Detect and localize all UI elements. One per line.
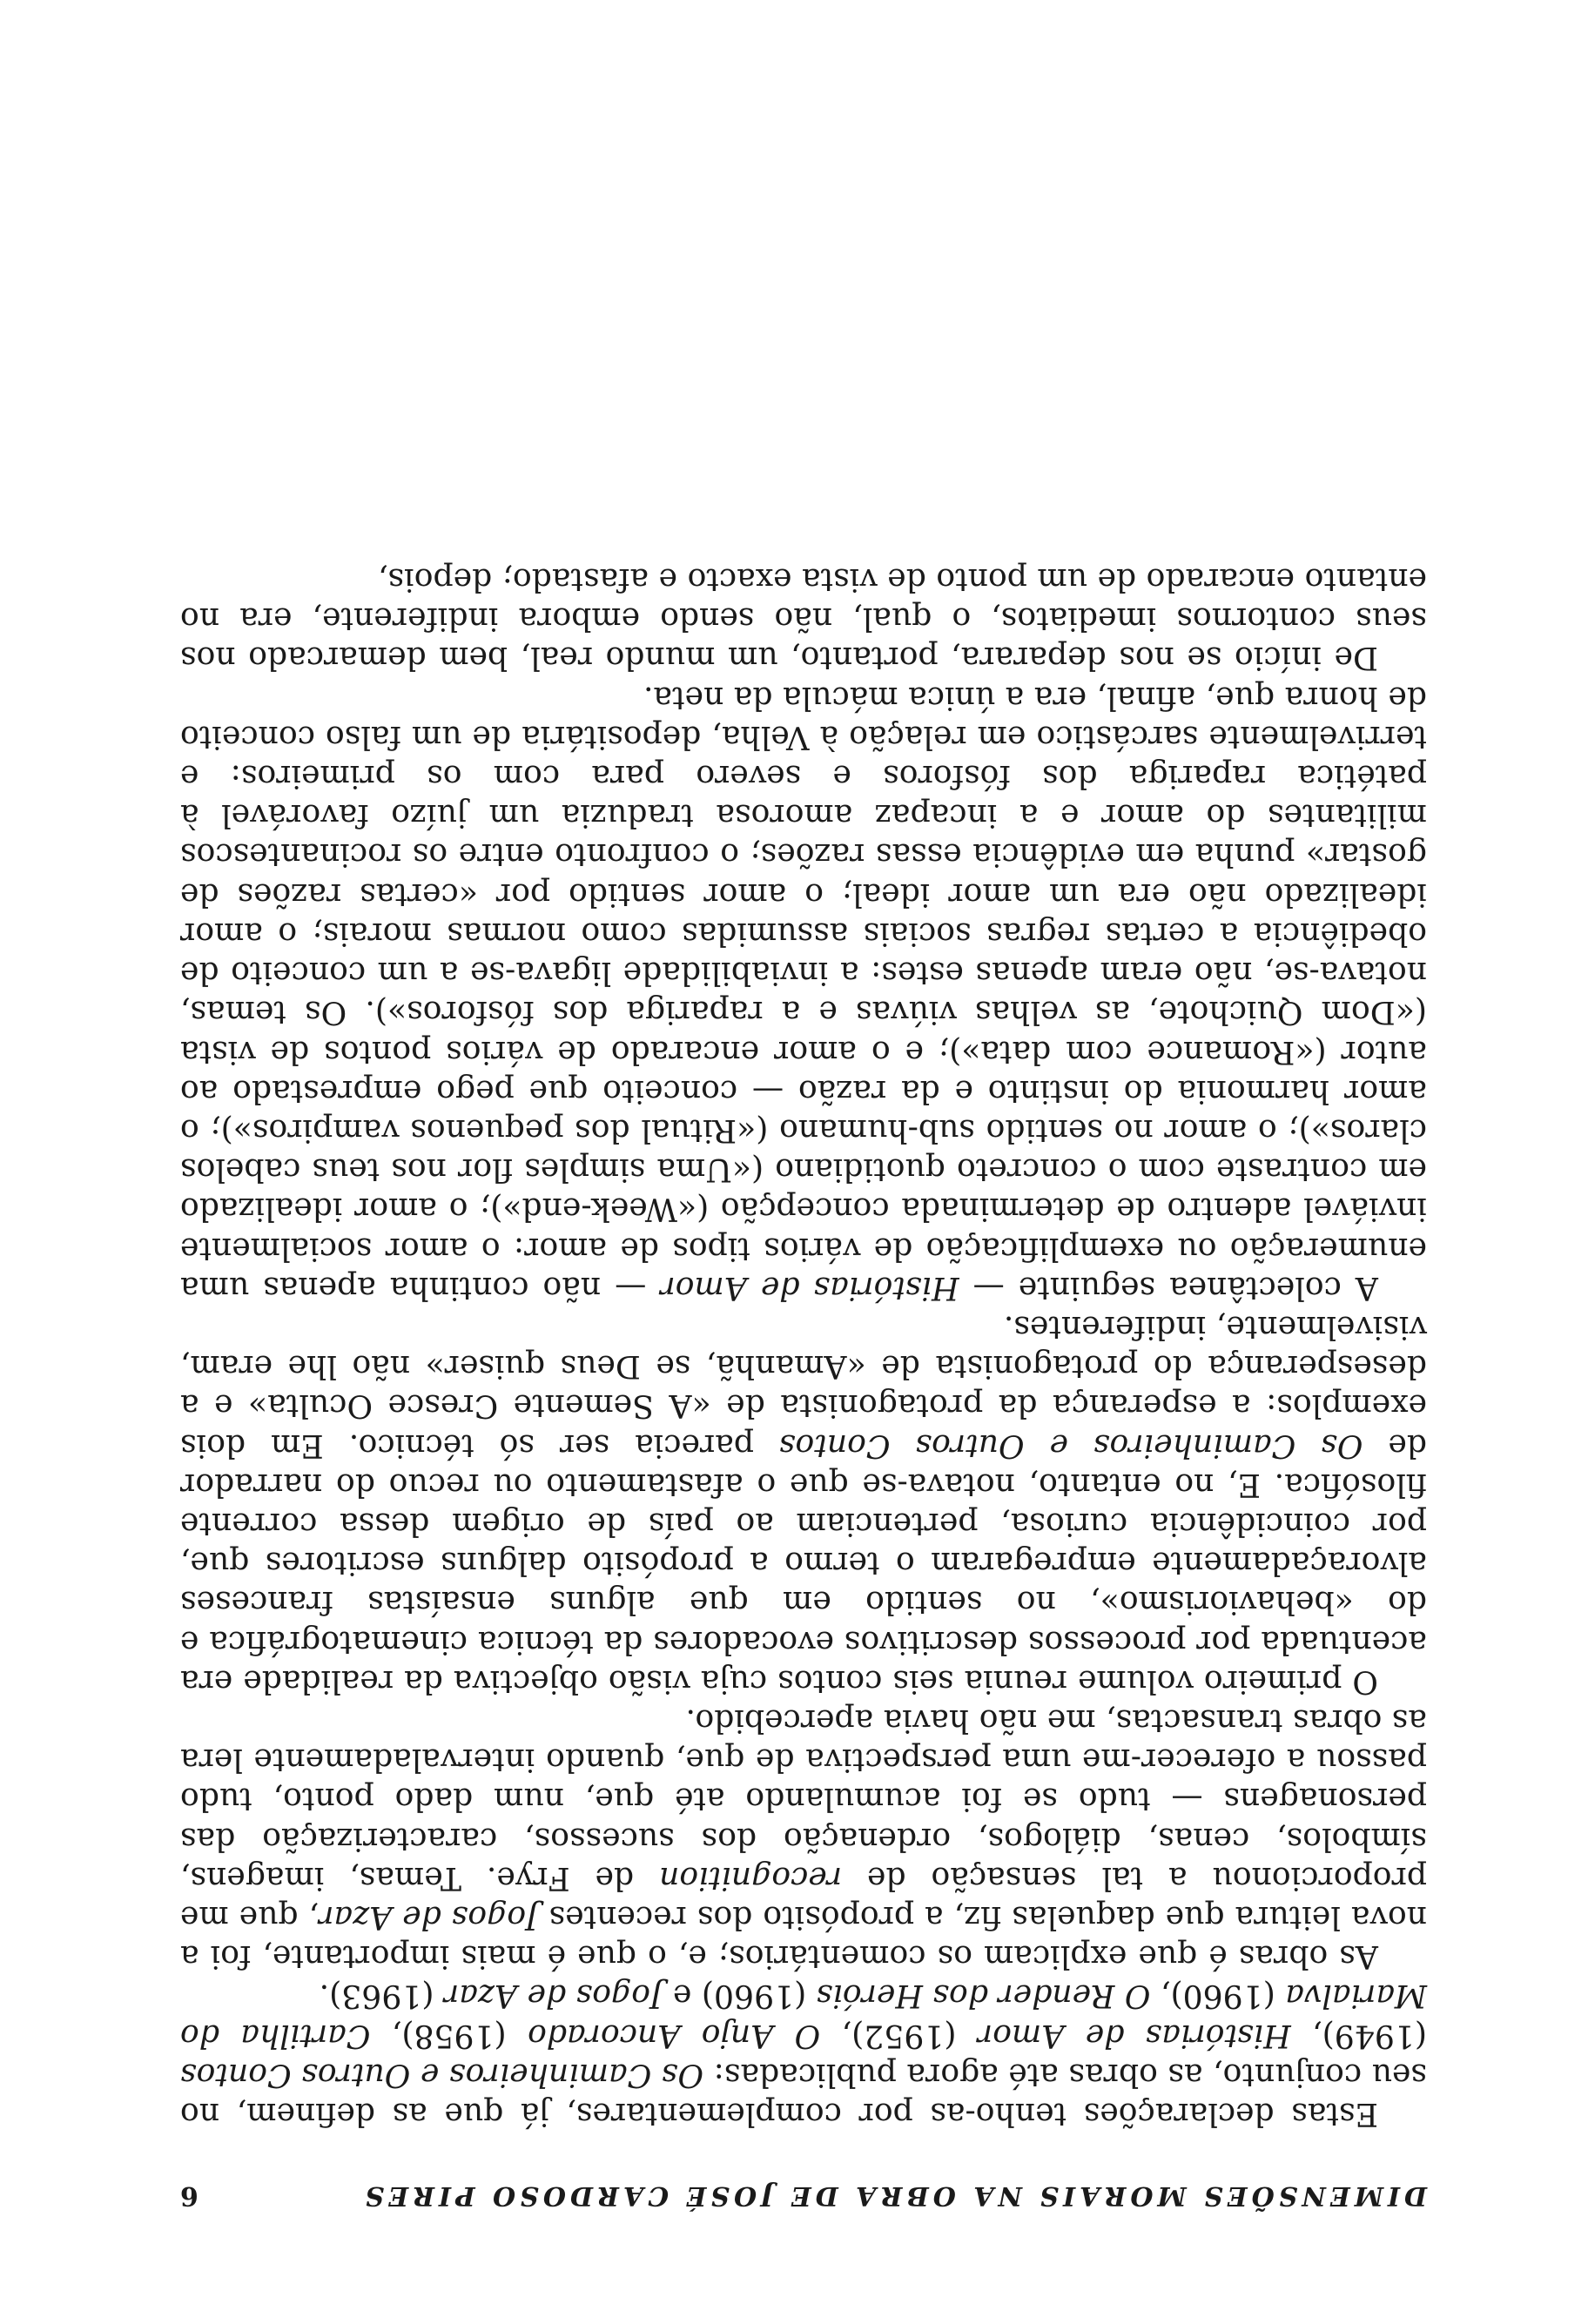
text-segment: (1960), bbox=[1150, 1978, 1286, 2016]
text-segment: De início se nos deparara, portanto, um mundo real, bem demarcado nos seus contornos imediatos, o qual, não sendo embora indiferente, era no entanto encarado de um ponto de vista exacto e afastado; depois, bbox=[180, 561, 1427, 678]
page-number: 6 bbox=[180, 2180, 198, 2211]
text-segment: (1963). bbox=[319, 1978, 444, 2016]
running-title: DIMENSÕES MORAIS NA OBRA DE JOSÉ CARDOSO PIRES bbox=[360, 2180, 1427, 2211]
text-segment: (1949), bbox=[1290, 2017, 1427, 2055]
italic-title: recognition bbox=[659, 1859, 843, 1897]
text-segment: parecia ser só técnico. Em dois exemplos: a esperança da protagonista de «A Semente Cresce Oculta» e a desesperança do protagonista de «Amanhã, se Deus quiser» não lhe eram, visivelmente, indiferentes. bbox=[180, 1308, 1427, 1465]
text-segment: A colectânea seguinte — bbox=[959, 1269, 1378, 1307]
italic-title: Histórias de Amor bbox=[660, 1269, 959, 1307]
italic-title: Cartilha do Marialva bbox=[180, 1978, 1427, 2055]
text-segment: (1960) e bbox=[663, 1978, 817, 2016]
paragraph bbox=[180, 678, 1427, 1307]
text-segment: — não continha apenas uma enumeração ou exemplificação de vários tipos de amor: o amor socialmente inviável adentro de determinada concepção («Week-end»); o amor idealizado em contraste com o concreto quotidiano («Uma simples flor nos teus cabelos claros»); o amor no sentido sub-humano («Ritual dos pequenos vampiros»); o amor harmonia do instinto e da razão — conceito que pego emprestado ao autor («Romance com data»); e o amor encarado de vários pontos de vista («Dom Quichote, as velhas viúvas e a rapariga dos fósforos»). Os temas, notava-se, não eram apenas estes: a inviabilidade ligava-se a um conceito de obediência a certas regras sociais assumidas como normas morais; o amor idealizado não era um amor ideal; o amor sentido por «certas razões de gostar» punha em evidência essas razões; o confronto entre os rocinantescos militantes do amor e a incapaz amorosa traduzia um juízo favorável à patética rapariga dos fósforos e severo para com os primeiros: e terrivelmente sarcástico em relação à Velha, depositária de um falso conceito de honra que, afinal, era a única mácula da neta. bbox=[179, 679, 1427, 1307]
italic-title: Jogos de Azar bbox=[319, 1898, 539, 1937]
text-block bbox=[180, 561, 1427, 2211]
italic-title: Jogos de Azar bbox=[443, 1978, 663, 2016]
italic-title: O Anjo Ancorado bbox=[528, 2017, 821, 2055]
text-segment: O primeiro volume reunia seis contos cuja visão objectiva da realidade era acentuada por processos descritivos evocadores da técnica cinematográfica e do «behaviorismo», no sentido em que alguns ensaístas franceses alvoraçadamente empregaram o termo a propósito dalguns escritores que, por coincidência curiosa, pertenciam ao país de origem dessa corrente filosófica. E, no entanto, notava-se que o afastamento ou recuo do narrador de bbox=[180, 1427, 1427, 1701]
paragraph bbox=[180, 1977, 1427, 2134]
text-segment: de Frye. Temas, imagens, símbolos, cenas, diálogos, ordenação dos sucessos, caracterização das personagens — tudo se foi acumulando até que, num dado ponto, tudo passou a oferecer-me uma perspectiva de que, quando intervaladamente lera as obras transactas, me não havia apercebido. bbox=[180, 1702, 1427, 1897]
italic-title: Os Caminheiros e Outros Contos bbox=[180, 2056, 704, 2094]
paragraph bbox=[180, 1702, 1427, 1977]
text-segment: , que me proporcionou a tal sensação de bbox=[180, 1859, 1427, 1937]
italic-title: O Render dos Heróis bbox=[816, 1978, 1151, 2016]
text-segment: As obras é que explicam os comentários; e, o que é mais importante, foi a nova leitura que daquelas fiz, a propósito dos recentes bbox=[180, 1898, 1427, 1977]
text-segment: Estas declarações tenho-as por complementares, já que as definem, no seu conjunto, as obras até agora publicadas: bbox=[180, 2056, 1427, 2133]
text-segment: (1952), bbox=[820, 2017, 978, 2055]
paragraph bbox=[180, 1308, 1427, 1702]
paragraph bbox=[180, 561, 1427, 679]
text-segment: (1958), bbox=[370, 2017, 528, 2055]
body-text bbox=[180, 561, 1427, 2134]
italic-title: Histórias de Amor bbox=[977, 2017, 1291, 2055]
running-header bbox=[180, 2174, 1427, 2211]
italic-title: Os Caminheiros e Outros Contos bbox=[778, 1427, 1363, 1465]
